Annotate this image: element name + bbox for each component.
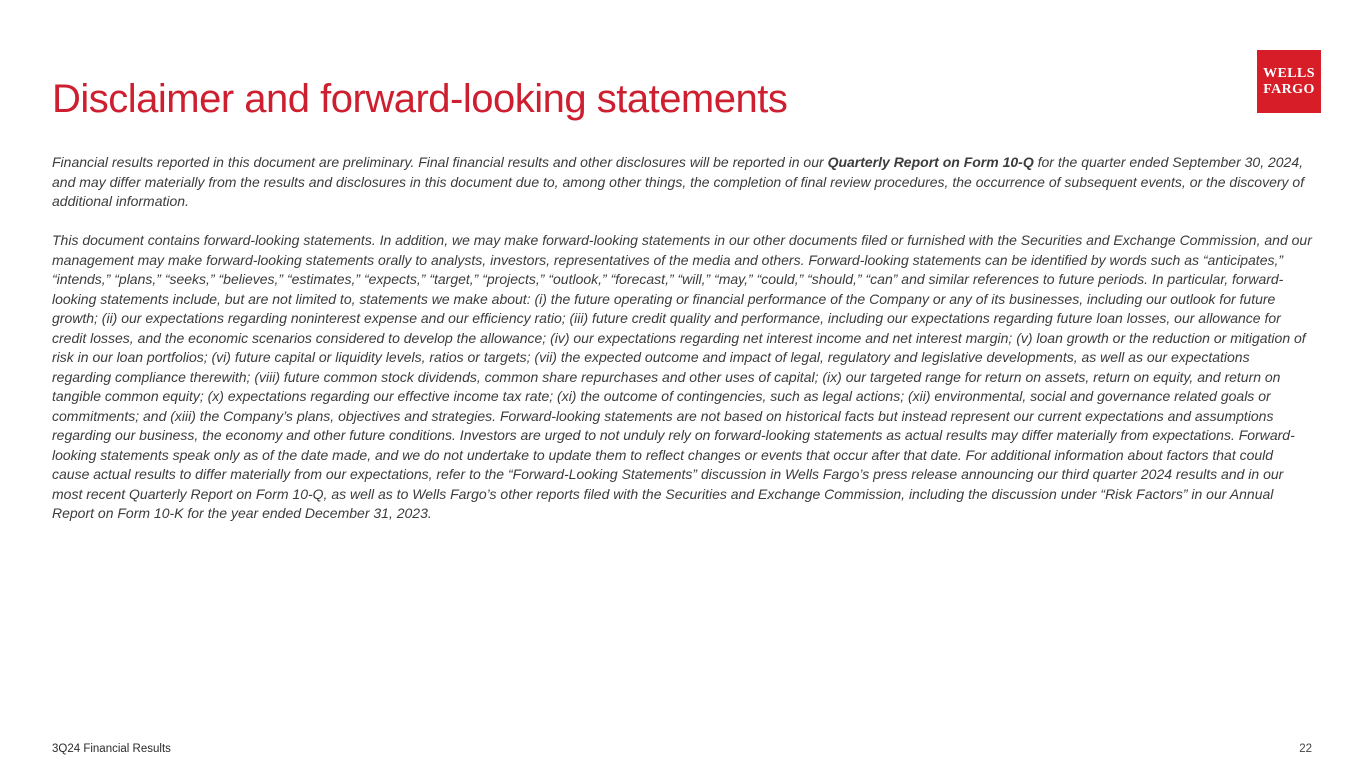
- disclaimer-body: [52, 153, 1312, 543]
- wells-fargo-logo: [1257, 50, 1321, 113]
- paragraph-preliminary-results: [52, 153, 1312, 212]
- logo-text-line2: FARGO: [1263, 81, 1315, 97]
- paragraph-forward-looking: This document contains forward-looking statements. In addition, we may make forward-looking statements in our other documents filed or furnished with the Securities and Exchange Commission, and our management may make forward-looking statements orally to analysts, investors, representatives of the media and others. Forward-looking statements can be identified by words such as “anticipates,” “intends,” “plans,” “seeks,” “believes,” “estimates,” “expects,” “target,” “projects,” “outlook,” “forecast,” “will,” “may,” “could,” “should,” “can” and similar references to future periods. In particular, forward-looking statements include, but are not limited to, statements we make about: (i) the future operating or financial performance of the Company or any of its businesses, including our outlook for future growth; (ii) our expectations regarding noninterest expense and our efficiency ratio; (iii) future credit quality and performance, including our expectations regarding future loan losses, our allowance for credit losses, and the economic scenarios considered to develop the allowance; (iv) our expectations regarding net interest income and net interest margin; (v) loan growth or the reduction or mitigation of risk in our loan portfolios; (vi) future capital or liquidity levels, ratios or targets; (vii) the expected outcome and impact of legal, regulatory and legislative developments, as well as our expectations regarding compliance therewith; (viii) future common stock dividends, common share repurchases and other uses of capital; (ix) our targeted range for return on assets, return on equity, and return on tangible common equity; (x) expectations regarding our effective income tax rate; (xi) the outcome of contingencies, such as legal actions; (xii) environmental, social and governance related goals or commitments; and (xiii) the Company’s plans, objectives and strategies. Forward-looking statements are not based on historical facts but instead represent our current expectations and assumptions regarding our business, the economy and other future conditions. Investors are urged to not unduly rely on forward-looking statements as actual results may differ materially from expectations. Forward-looking statements speak only as of the date made, and we do not undertake to update them to reflect changes or events that occur after that date. For additional information about factors that could cause actual results to differ materially from our expectations, refer to the “Forward-Looking Statements” discussion in Wells Fargo’s press release announcing our third quarter 2024 results and in our most recent Quarterly Report on Form 10-Q, as well as to Wells Fargo’s other reports filed with the Securities and Exchange Commission, including the discussion under “Risk Factors” in our Annual Report on Form 10-K for the year ended December 31, 2023.: [52, 232, 1312, 521]
- footer-presentation-label: 3Q24 Financial Results: [52, 743, 171, 755]
- page-title: Disclaimer and forward-looking statements: [52, 76, 788, 121]
- logo-text-line1: WELLS: [1263, 65, 1315, 81]
- paragraph1-post: for the quarter ended September 30, 2024, and may differ materially from the results and disclosures in this document due to, among other things, the completion of final review procedures, the occurrence of subsequent events, or the discovery of additional information.: [52, 154, 1305, 209]
- page-number: 22: [1299, 743, 1312, 755]
- paragraph1-report-title: Quarterly Report on Form 10-Q: [827, 154, 1034, 170]
- paragraph1-pre: Financial results reported in this document are preliminary. Final financial results and other disclosures will be reported in our: [52, 154, 828, 170]
